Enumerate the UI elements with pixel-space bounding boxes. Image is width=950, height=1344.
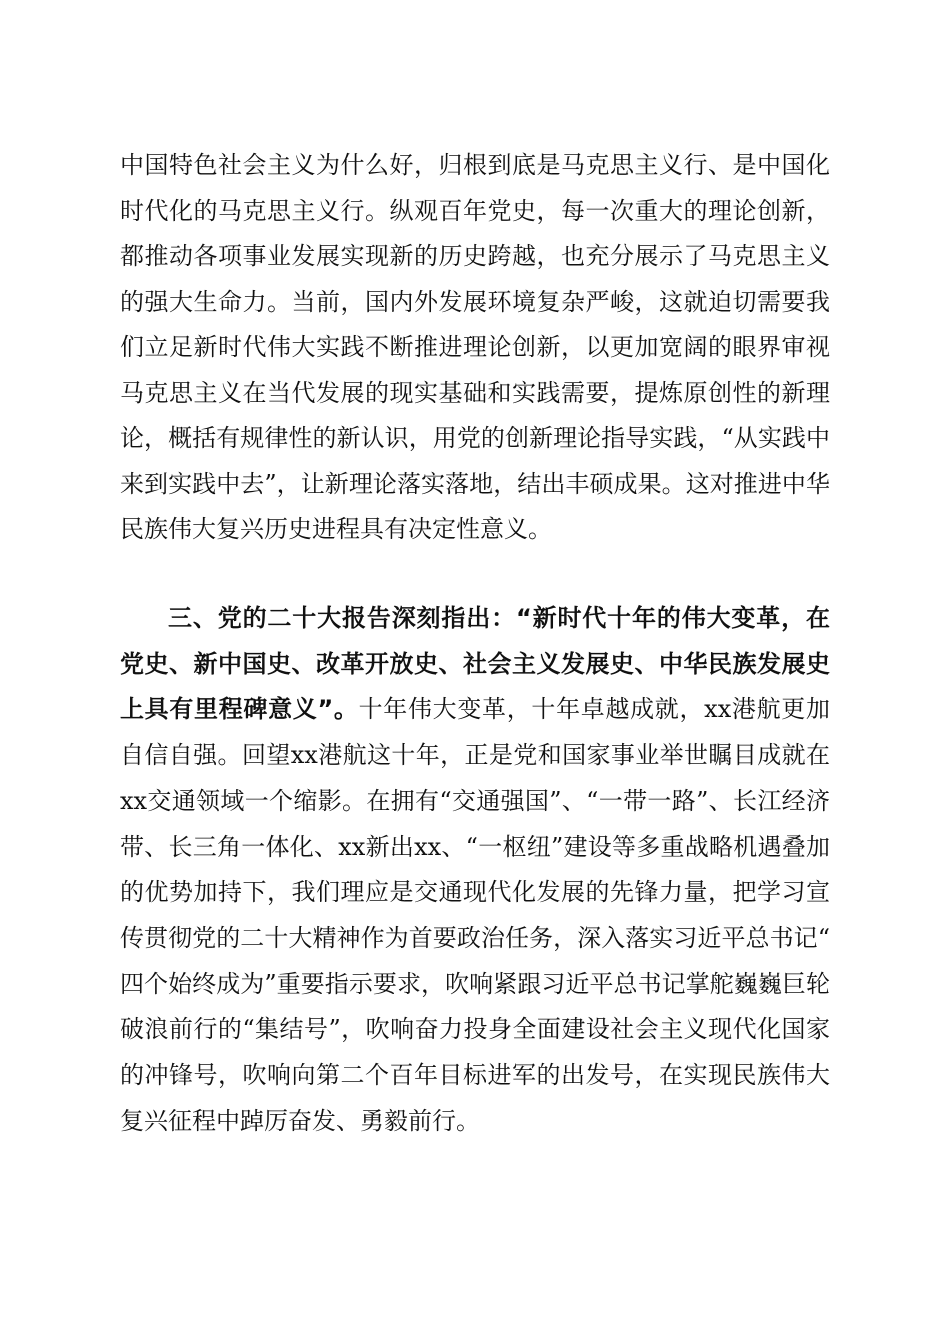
- paragraph-body: 十年伟大变革，十年卓越成就，xx港航更加自信自强。回望xx港航这十年，正是党和国家事业举世瞩目成就在xx交通领域一个缩影。在拥有“交通强国”、“一带一路”、长江经济带、长三角一体化、xx新出xx、“一枢纽”建设等多重战略机遇叠加的优势加持下，我们理应是交通现代化发展的先锋力量，把学习宣传贯彻党的二十大精神作为首要政治任务，深入落实习近平总书记“四个始终成为”重要指示要求，吹响紧跟习近平总书记掌舵巍巍巨轮破浪前行的“集结号”，吹响奋力投身全面建设社会主义现代化国家的冲锋号，吹响向第二个百年目标进军的出发号，在实现民族伟大复兴征程中踔厉奋发、勇毅前行。: [120, 695, 830, 1135]
- paragraph-heading: 三、党的二十大报告深刻指出：“新时代十年的伟大变革，在党史、新中国史、改革开放史、社会主义发展史、中华民族发展史上具有里程碑意义”。: [120, 604, 830, 724]
- paragraph-theory-innovation: 中国特色社会主义为什么好，归根到底是马克思主义行、是中国化时代化的马克思主义行。纵观百年党史，每一次重大的理论创新，都推动各项事业发展实现新的历史跨越，也充分展示了马克思主义的强大生命力。当前，国内外发展环境复杂严峻，这就迫切需要我们立足新时代伟大实践不断推进理论创新，以更加宽阔的眼界审视马克思主义在当代发展的现实基础和实践需要，提炼原创性的新理论，概括有规律性的新认识，用党的创新理论指导实践，“从实践中来到实践中去”，让新理论落实落地，结出丰硕成果。这对推进中华民族伟大复兴历史进程具有决定性意义。: [120, 151, 830, 543]
- paragraph-twentieth-congress: [120, 596, 830, 1144]
